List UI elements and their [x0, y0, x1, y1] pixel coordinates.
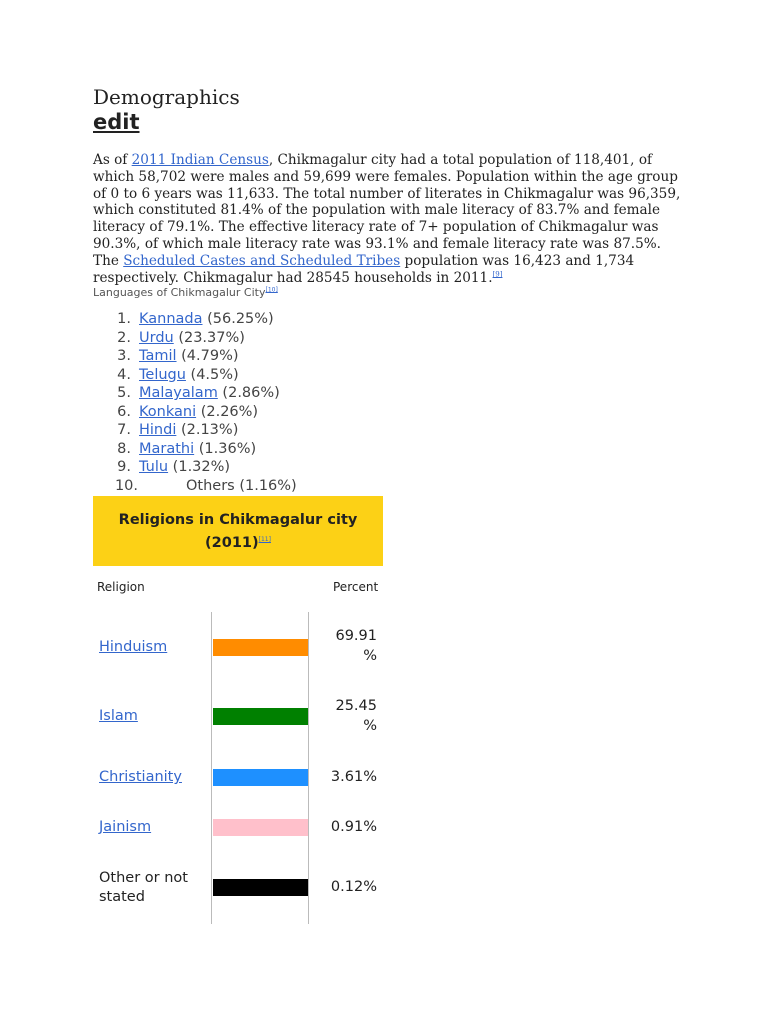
percent-value: 25.45	[335, 698, 377, 714]
census-link[interactable]: 2011 Indian Census	[131, 152, 269, 168]
list-item	[93, 403, 297, 422]
language-percent: (2.86%)	[217, 385, 280, 401]
list-number: 7.	[117, 422, 131, 438]
language-link-tulu[interactable]: Tulu	[139, 459, 169, 475]
religion-table-title	[93, 496, 383, 566]
section-heading: Demographics	[93, 85, 240, 109]
column-header-percent: Percent	[333, 580, 379, 594]
table-divider	[308, 612, 309, 924]
language-link-kannada[interactable]: Kannada	[139, 311, 203, 327]
languages-list	[93, 310, 297, 495]
religion-title-text: Religions in Chikmagalur city (2011)	[118, 512, 358, 551]
list-item	[93, 440, 297, 459]
language-link-marathi[interactable]: Marathi	[139, 440, 195, 457]
list-item	[93, 458, 297, 477]
language-link-malayalam[interactable]: Malayalam	[139, 385, 218, 401]
language-percent: (4.5%)	[185, 366, 239, 383]
language-percent: (23.37%)	[173, 329, 245, 346]
language-percent: (2.13%)	[176, 422, 239, 438]
para-text-2: , Chikmagalur city had a total population of 118,401, of which 58,702 were males and 59,699 were females. Population within the age group of 0 to 6 years was 11,633. The total number of literates in Chikmagalur was 96,359, which constituted 81.4% of the population with male literacy of 83.7% and female literacy of 79.1%. The effective literacy rate of 7+ population of Chikmagalur was 90.3%, of which male literacy rate was 93.1% and female literacy rate was 87.5%. The	[93, 152, 681, 269]
religion-bar-other	[213, 879, 308, 896]
percent-sign: %	[363, 718, 377, 734]
demographics-paragraph	[93, 152, 683, 286]
percent-value: 3.61%	[330, 769, 377, 785]
edit-link[interactable]: edit	[93, 110, 140, 134]
language-others: Others (1.16%)	[186, 477, 297, 494]
religion-name-line: Other or not	[99, 870, 188, 886]
reference-9[interactable]: [9]	[492, 270, 503, 279]
column-header-religion: Religion	[97, 580, 145, 594]
religion-percent-islam	[320, 696, 377, 736]
list-item	[93, 329, 297, 348]
percent-value: 0.12%	[330, 879, 377, 895]
scheduled-castes-link[interactable]: Scheduled Castes and Scheduled Tribes	[123, 252, 401, 269]
list-item	[93, 310, 297, 329]
religion-name-other	[99, 869, 188, 907]
reference-10[interactable]: [10]	[265, 286, 278, 294]
language-link-telugu[interactable]: Telugu	[139, 366, 186, 383]
language-percent: (1.36%)	[194, 440, 257, 457]
religion-link-hinduism[interactable]: Hinduism	[99, 639, 168, 655]
list-number: 9.	[117, 459, 131, 475]
religion-bar-islam	[213, 708, 308, 725]
list-number: 4.	[117, 366, 131, 383]
religion-link-jainism[interactable]: Jainism	[99, 819, 152, 835]
languages-caption-text: Languages of Chikmagalur City	[93, 286, 266, 299]
para-text-1: As of	[93, 152, 132, 168]
language-link-hindi[interactable]: Hindi	[139, 422, 177, 438]
language-link-urdu[interactable]: Urdu	[139, 329, 174, 346]
religion-bar-hinduism	[213, 639, 308, 656]
language-percent: (2.26%)	[196, 403, 259, 420]
language-percent: (56.25%)	[202, 311, 274, 327]
list-number: 1.	[117, 311, 131, 327]
list-item	[93, 384, 297, 403]
percent-value: 0.91%	[330, 819, 377, 835]
list-number: 2.	[117, 329, 131, 346]
religion-link-christianity[interactable]: Christianity	[99, 769, 182, 785]
language-link-konkani[interactable]: Konkani	[139, 403, 197, 420]
religion-percent-hinduism	[320, 626, 377, 666]
list-number: 5.	[117, 385, 131, 401]
list-number: 8.	[117, 440, 131, 457]
religion-bar-christianity	[213, 769, 308, 786]
list-item	[93, 477, 297, 496]
list-number: 6.	[117, 403, 131, 420]
language-percent: (4.79%)	[176, 348, 239, 364]
percent-value: 69.91	[335, 628, 377, 644]
list-number: 3.	[117, 348, 131, 364]
religion-percent-other	[320, 877, 377, 897]
table-divider	[211, 612, 212, 924]
religion-bar-jainism	[213, 819, 308, 836]
para-text-3: population was 16,423 and 1,734 respectively. Chikmagalur had 28545 households in 2011.	[93, 252, 635, 286]
languages-caption	[93, 286, 278, 299]
list-item	[93, 421, 297, 440]
percent-sign: %	[363, 648, 377, 664]
religion-link-islam[interactable]: Islam	[99, 708, 138, 724]
list-item	[93, 366, 297, 385]
language-percent: (1.32%)	[168, 459, 231, 475]
religion-name-line: stated	[99, 889, 145, 905]
reference-11[interactable]: [11]	[258, 536, 271, 543]
religion-percent-jainism	[320, 817, 377, 837]
list-number: 10.	[114, 477, 138, 494]
list-item	[93, 347, 297, 366]
language-link-tamil[interactable]: Tamil	[139, 348, 177, 364]
religion-percent-christianity	[320, 767, 377, 787]
